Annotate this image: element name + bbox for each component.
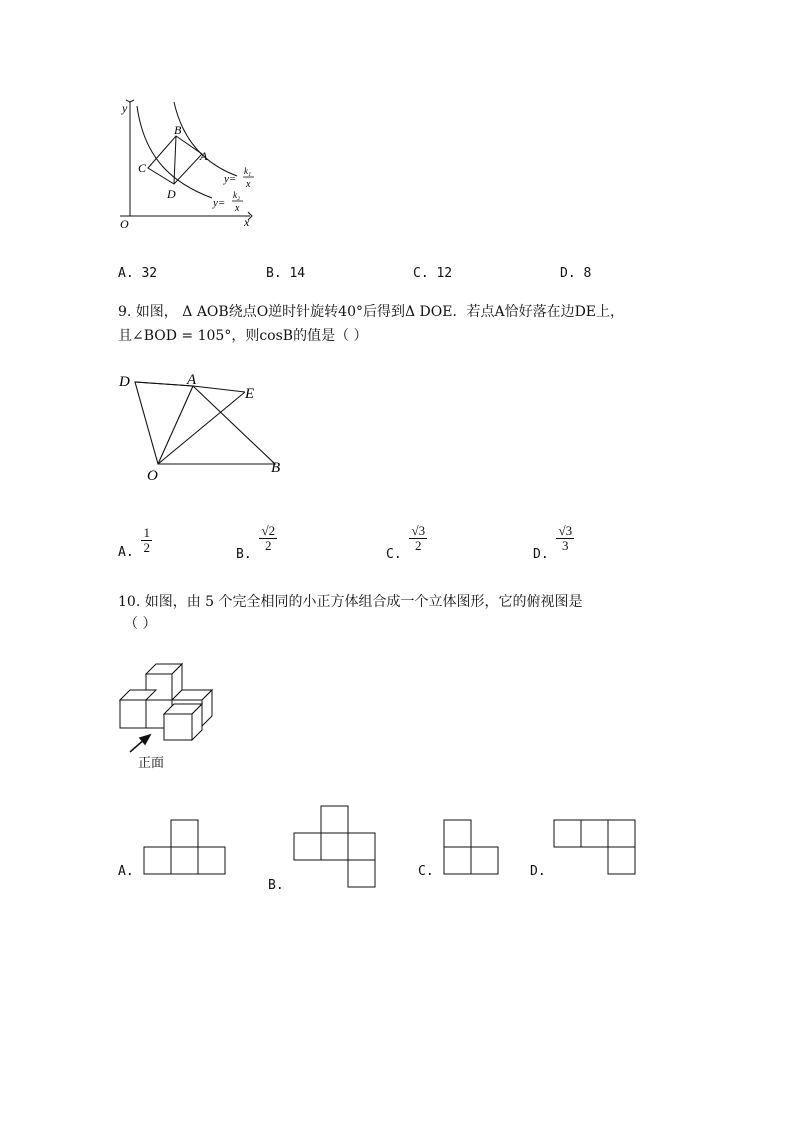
x-axis-label: x (244, 215, 250, 229)
y-axis-label: y (122, 101, 128, 115)
q9-rotation-figure (115, 368, 290, 484)
q9-question-line2: 且∠BOD = 105°，则cosB的值是（ ） (118, 328, 368, 344)
q10-option-b-label[interactable]: B. (268, 878, 284, 893)
curve1-num: k₁ (244, 166, 252, 176)
point-a-label: A (187, 372, 197, 388)
q10-question-line1: 10. 如图，由 5 个完全相同的小正方体组合成一个立体图形，它的俯视图是 (118, 594, 583, 610)
curve1-den: x (246, 179, 251, 190)
fraction-sqrt3-over-3: $\frac{√3}{3}$ (558, 523, 573, 553)
q10-option-a-label[interactable]: A. (118, 864, 134, 879)
front-view-label: 正面 (138, 756, 165, 771)
curve2-den: x (235, 203, 240, 214)
curve2-label: y= (213, 197, 226, 209)
q10-option-d-label[interactable]: D. (530, 864, 546, 879)
curve1-label: y= (224, 173, 237, 185)
q10-option-c-top-view[interactable] (442, 818, 502, 878)
point-e-label: E (245, 386, 255, 402)
q8-option-d[interactable]: D. 8 (560, 266, 592, 281)
q10-option-d-top-view[interactable] (552, 818, 640, 878)
point-o-label: O (147, 468, 158, 484)
point-d-label: D (167, 187, 176, 201)
q8-option-a[interactable]: A. 32 (118, 266, 158, 281)
front-view-arrow (130, 735, 150, 752)
curve-k1 (174, 102, 237, 176)
diagonal-bd (174, 136, 176, 184)
q10-option-a-top-view[interactable] (143, 818, 229, 878)
point-b-label: B (174, 123, 182, 137)
point-a-label: A (200, 149, 208, 163)
fraction-one-half: $\frac{1}{2}$ (143, 525, 150, 555)
point-c-label: C (138, 161, 147, 175)
q8-option-b[interactable]: B. 14 (266, 266, 306, 281)
origin-label: O (120, 217, 129, 231)
point-b-label: B (271, 460, 281, 476)
fraction-sqrt3-over-2: $\frac{√3}{2}$ (411, 523, 426, 553)
point-d-label: D (119, 374, 130, 390)
q10-option-b-top-view[interactable] (292, 804, 380, 892)
q10-option-c-label[interactable]: C. (418, 864, 434, 879)
q8-hyperbola-figure (112, 98, 272, 234)
q10-question-line2: （ ） (124, 616, 157, 632)
curve2-num: k₂ (233, 190, 241, 200)
q9-option-c[interactable]: C. $\frac{√3}{2}$ (386, 523, 426, 562)
q8-option-c[interactable]: C. 12 (413, 266, 453, 281)
q9-question-line1: 9. 如图， Δ AOB绕点O逆时针旋转40°后得到Δ DOE．若点A恰好落在边DE上， (118, 304, 625, 320)
q9-option-b[interactable]: B. $\frac{√2}{2}$ (236, 523, 276, 562)
fraction-sqrt2-over-2: $\frac{√2}{2}$ (261, 523, 276, 553)
q10-cube-stack-figure (116, 660, 216, 772)
q9-option-d[interactable]: D. $\frac{√3}{3}$ (533, 523, 573, 562)
q9-option-a[interactable]: A. $\frac{1}{2}$ (118, 525, 150, 560)
